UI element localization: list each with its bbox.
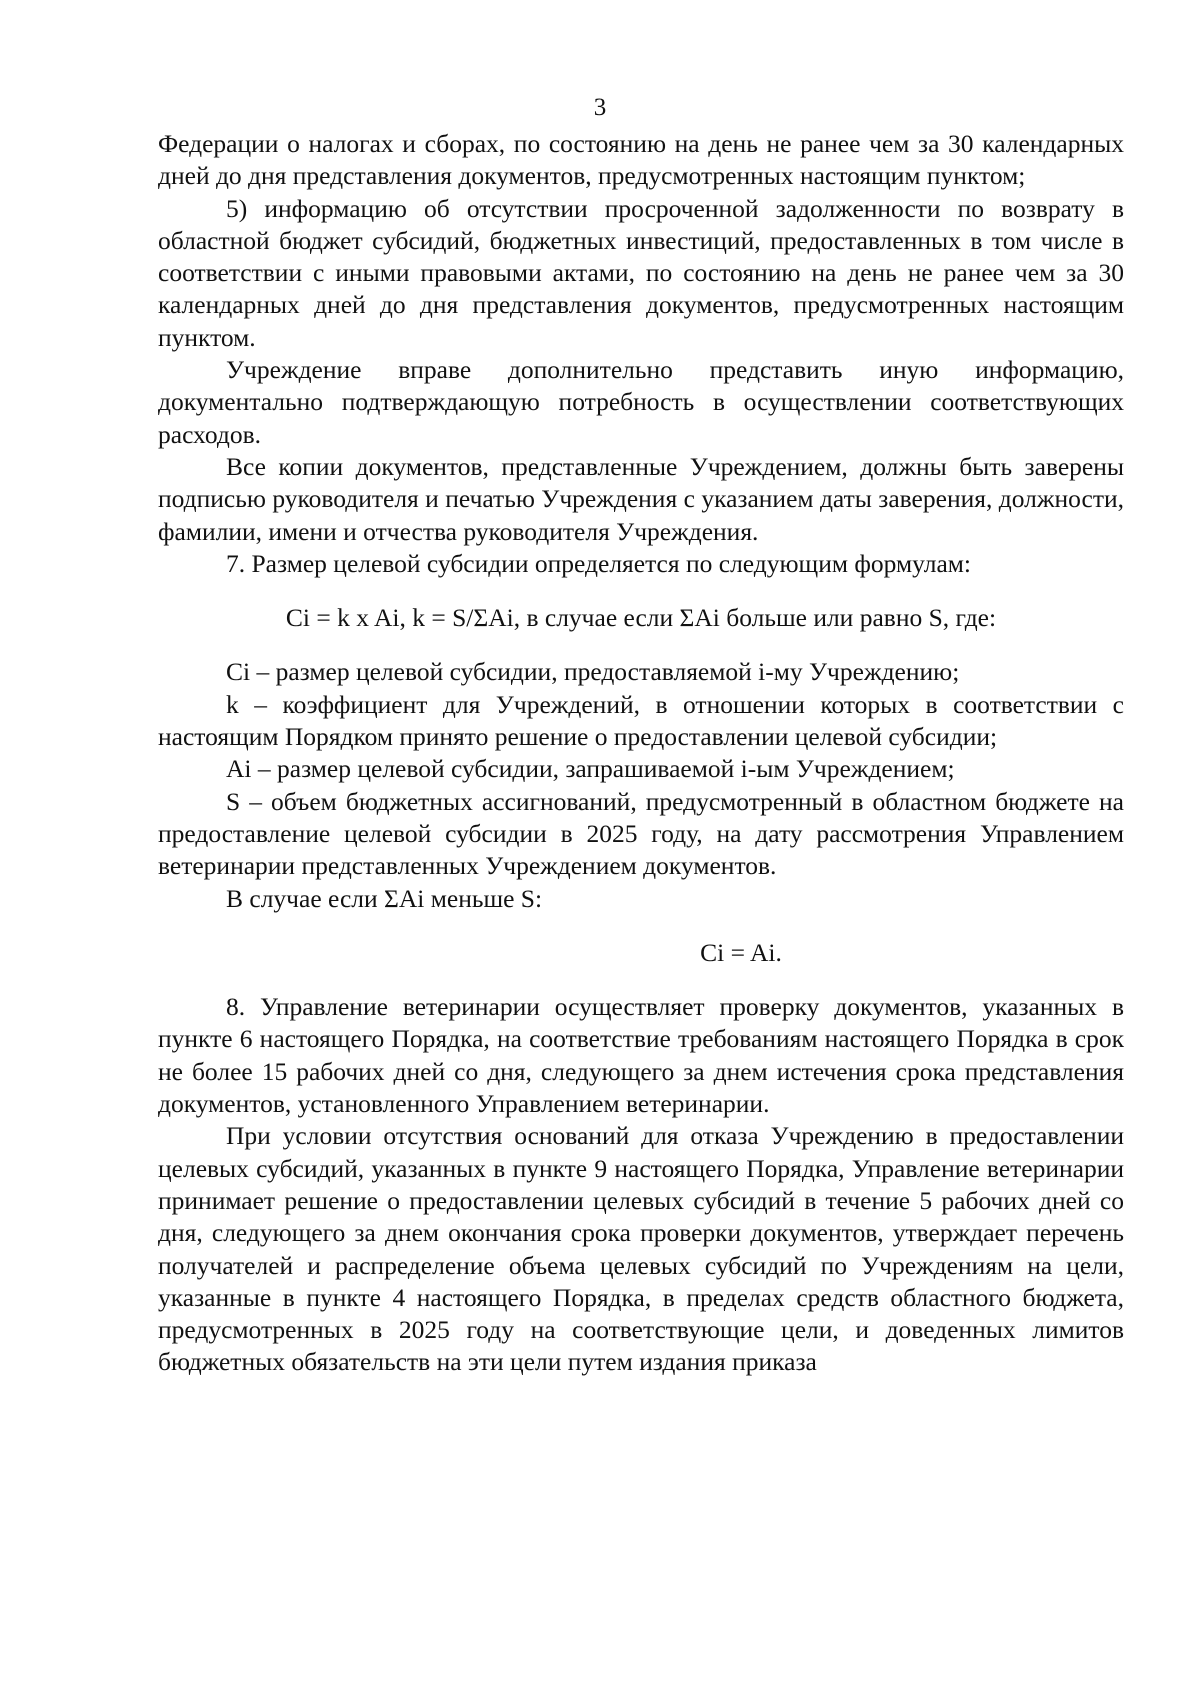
document-body bbox=[158, 128, 1124, 1379]
paragraph-decision: При условии отсутствия оснований для отказа Учреждению в предоставлении целевых субсидий, указанных в пункте 9 настоящего Порядка, Управление ветеринарии принимает решение о предоставлении целевых субсидий в течение 5 рабочих дней со дня, следующего за днем окончания срока проверки документов, утверждает перечень получателей и распределение объема целевых субсидий по Учреждениям на цели, указанные в пункте 4 настоящего Порядка, в пределах средств областного бюджета, предусмотренных в 2025 году на соответствующие цели, и доведенных лимитов бюджетных обязательств на эти цели путем издания приказа bbox=[158, 1121, 1124, 1377]
paragraph-additional-info: Учреждение вправе дополнительно представить иную информацию, документально подтверждающую потребность в осуществлении соответствующих расходов. bbox=[158, 355, 1124, 449]
formula-simple: Ci = Ai. bbox=[700, 937, 782, 967]
paragraph-section-8: 8. Управление ветеринарии осуществляет проверку документов, указанных в пункте 6 настоящего Порядка, на соответствие требованиям настоящего Порядка в срок не более 15 рабочих дней со дня, следующего за днем истечения срока представления документов, установленного Управлением ветеринарии. bbox=[158, 992, 1124, 1119]
paragraph-section-7: 7. Размер целевой субсидии определяется по следующим формулам: bbox=[226, 548, 972, 578]
paragraph-tax-continuation: Федерации о налогах и сборах, по состоянию на день не ранее чем за 30 календарных дней до дня представления документов, предусмотренных настоящим пунктом; bbox=[158, 129, 1124, 191]
paragraph-copies-certified: Все копии документов, представленные Учреждением, должны быть заверены подписью руководителя и печатью Учреждения с указанием даты заверения, должности, фамилии, имени и отчества руководителя Учреждения. bbox=[158, 451, 1124, 546]
definition-ai: Ai – размер целевой субсидии, запрашиваемой i-ым Учреждением; bbox=[226, 754, 955, 784]
definition-s: S – объем бюджетных ассигнований, предусмотренный в областном бюджете на предоставление целевой субсидии в 2025 году, на дату рассмотрения Управлением ветеринарии представленных Учреждением документов. bbox=[158, 786, 1124, 881]
formula-main: Ci = k x Ai, k = S/ΣAi, в случае если ΣAi больше или равно S, где: bbox=[285, 603, 997, 633]
definition-k: k – коэффициент для Учреждений, в отношении которых в соответствии с настоящим Порядком принято решение о предоставлении целевой субсидии; bbox=[158, 689, 1124, 752]
paragraph-item-5: 5) информацию об отсутствии просроченной задолженности по возврату в областной бюджет субсидий, бюджетных инвестиций, предоставленных в том числе в соответствии с иными правовыми актами, по состоянию на день не ранее чем за 30 календарных дней до дня представления документов, предусмотренных настоящим пунктом. bbox=[158, 193, 1124, 352]
page-number: 3 bbox=[593, 94, 607, 121]
definition-ci: Ci – размер целевой субсидии, предоставляемой i-му Учреждению; bbox=[226, 657, 960, 687]
paragraph-case-less: В случае если ΣAi меньше S: bbox=[226, 883, 543, 913]
